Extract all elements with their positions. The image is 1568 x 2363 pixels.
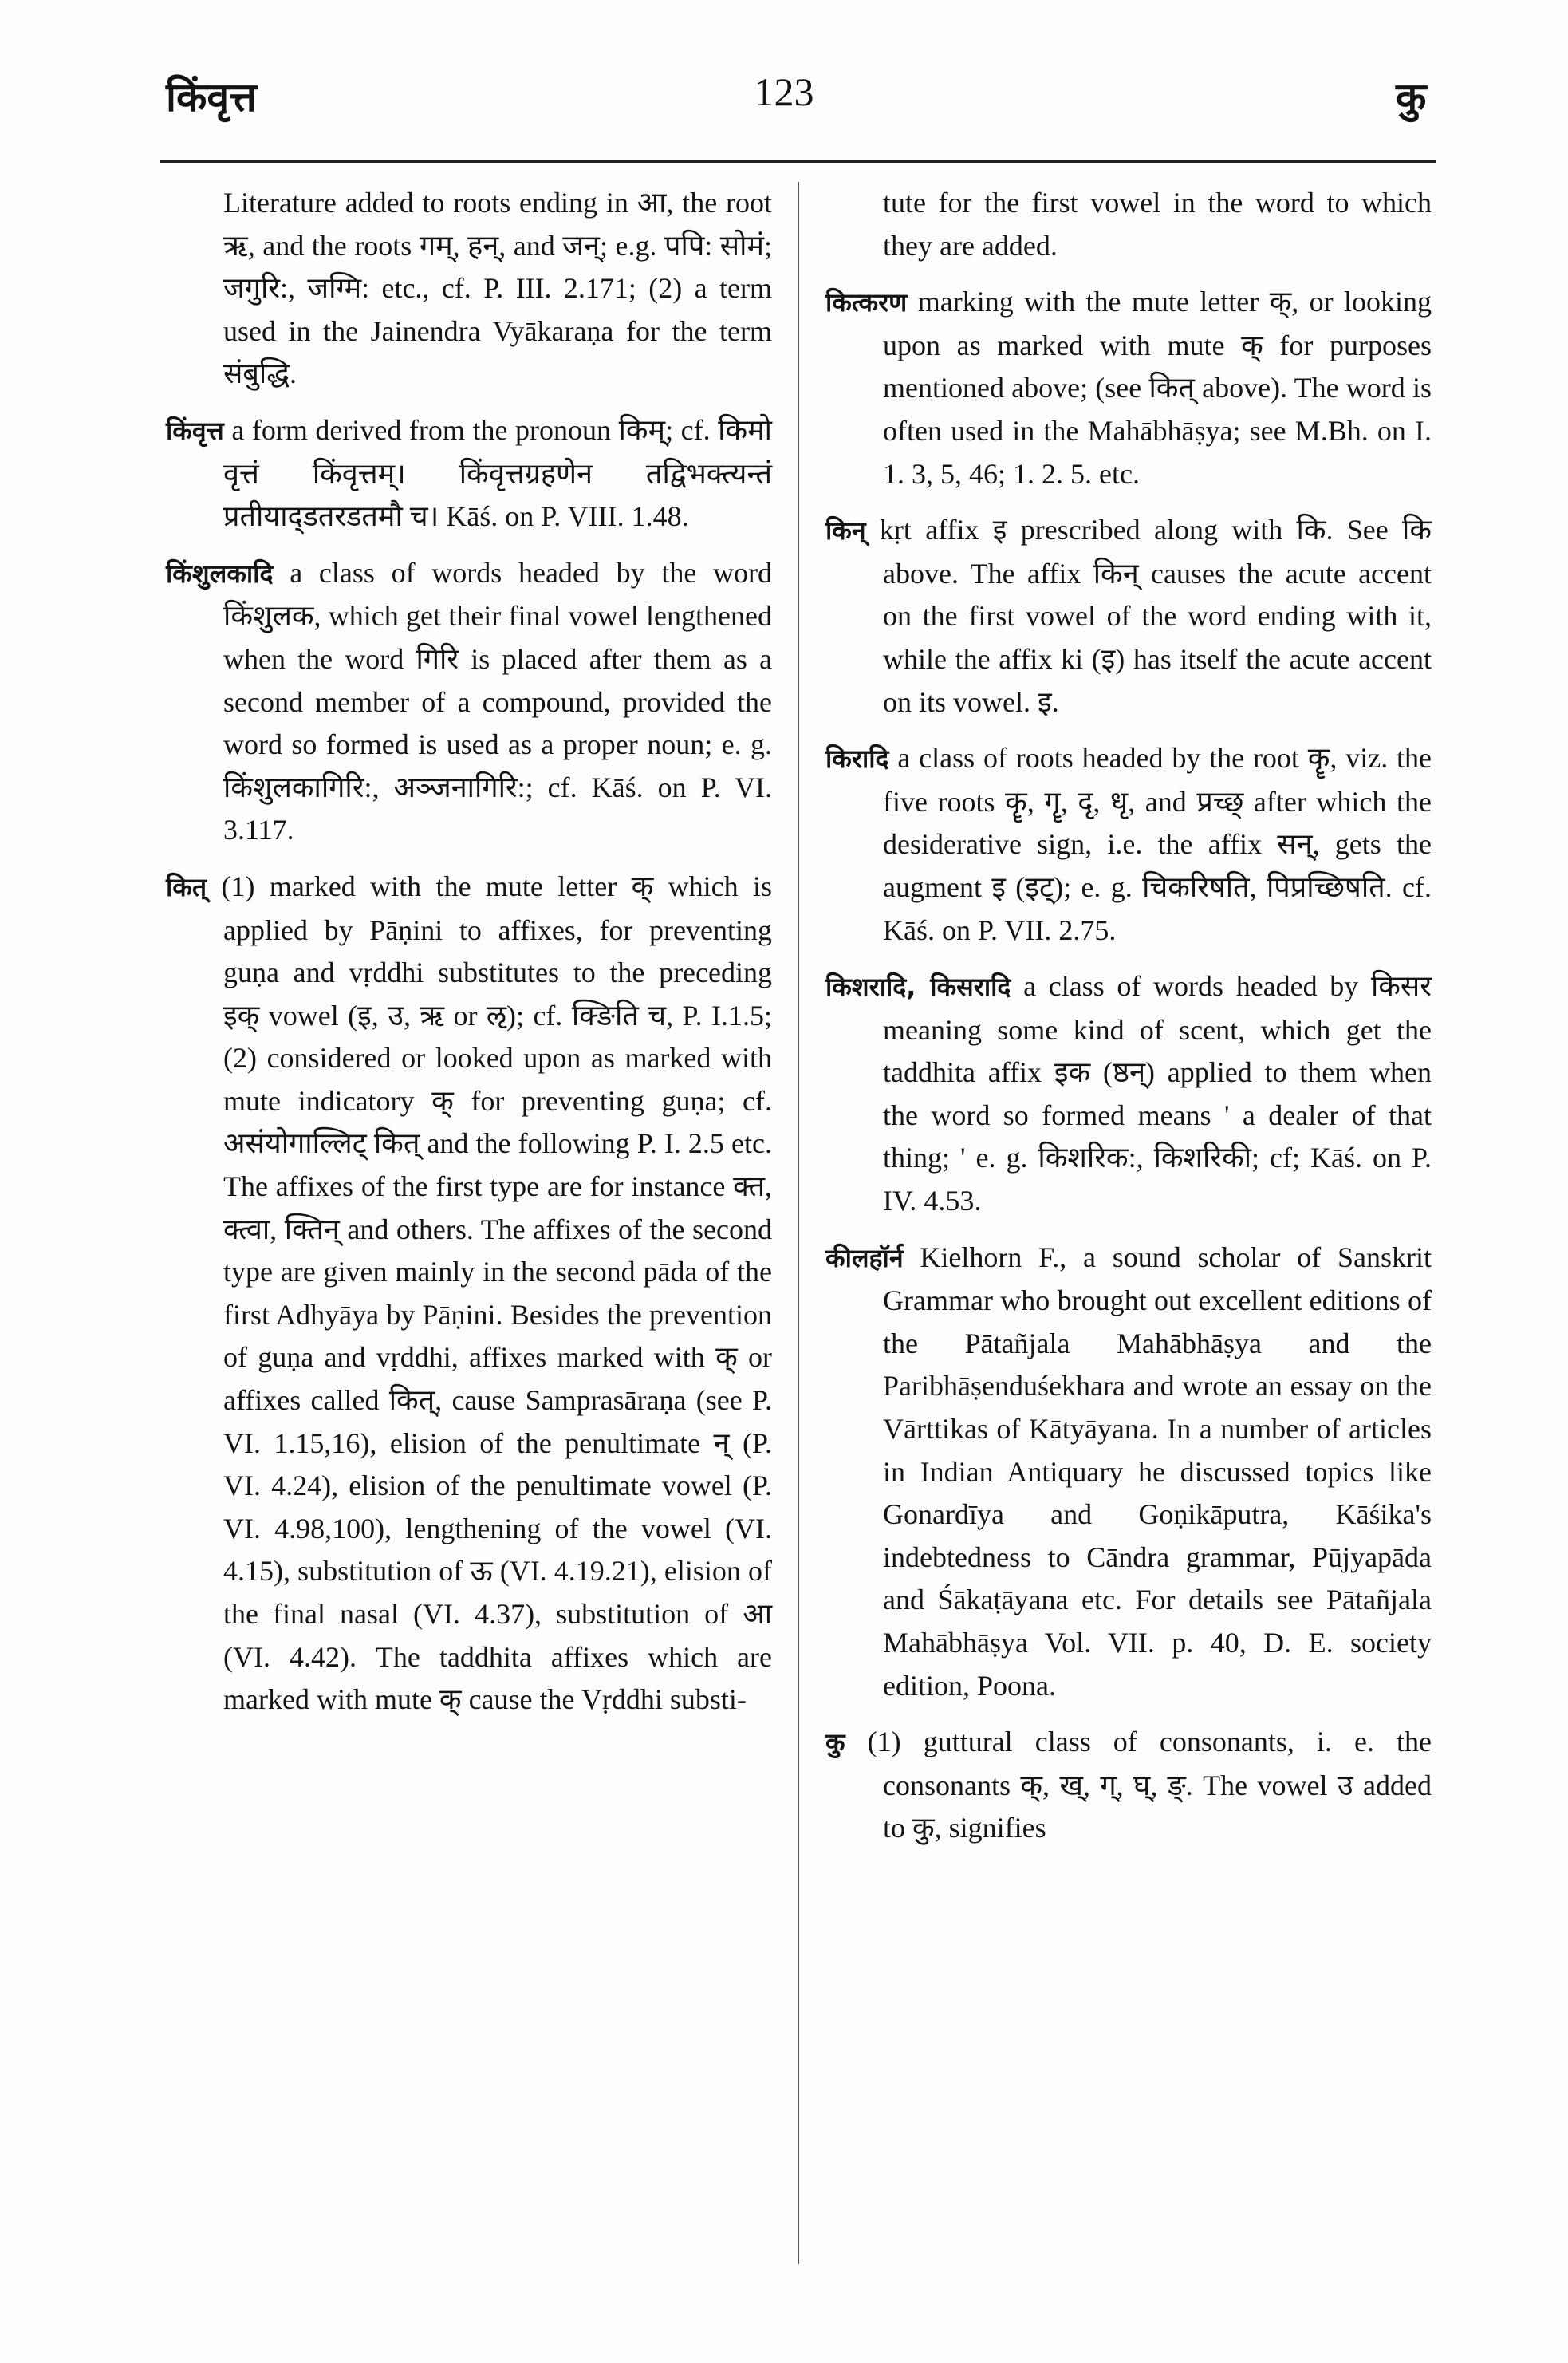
entry-headword: कु: [825, 1727, 845, 1758]
right-running-headword: कु: [1396, 73, 1427, 120]
entry-headword: किरादि: [825, 744, 889, 775]
right-column: [825, 182, 1432, 1864]
dictionary-entry: [825, 182, 1432, 267]
entry-text: kṛt affix इ prescribed along with कि. See कि above. The affix किन् causes the acute accent on the first vowel of the word ending with it, while the affix ki (इ) has itself the acute accent on its vowel. इ.: [879, 514, 1432, 718]
entry-text: a class of words headed by किसर meaning some kind of scent, which get the taddhita affix इक (ष्ठन्) applied to them when the word so formed means ' a dealer of that thing; ' e. g. किशरिक:, किशरिकी; cf; Kāś. on P. IV. 4.53.: [883, 970, 1432, 1217]
left-column: [166, 182, 772, 1735]
entry-headword: कीलहॉर्न: [825, 1242, 904, 1273]
entry-headword: किशरादि, किसरादि: [825, 972, 1011, 1003]
dictionary-entry: [825, 965, 1432, 1223]
dictionary-entry: [166, 409, 772, 538]
entry-text: (1) guttural class of consonants, i. e. the consonants क्, ख्, ग्, घ्, ङ्. The vowel उ added to कु, signifies: [867, 1726, 1432, 1844]
running-head: [0, 69, 1568, 140]
entry-headword: किन्: [825, 515, 866, 546]
dictionary-entry: [825, 509, 1432, 724]
dictionary-entry: [166, 552, 772, 852]
entry-headword: किंवृत्त: [166, 415, 224, 446]
entry-text: tute for the first vowel in the word to which they are added.: [883, 187, 1432, 262]
entry-text: a form derived from the pronoun किम्; cf. किमो वृत्तं किंवृत्तम्। किंवृत्तग्रहणेन तद्विभक्त्यन्तं प्रतीयाद्डतरडतमौ च। Kāś. on P. VIII. 1.48.: [223, 413, 772, 533]
entry-text: a class of words headed by the word किंशुलक, which get their final vowel lengthened when the word गिरि is placed after them as a second member of a compound, provided the word so formed is used as a proper noun; e. g. किंशुलकागिरि:, अञ्जनागिरि:; cf. Kāś. on P. VI. 3.117.: [223, 556, 773, 846]
entry-headword: कित्: [166, 871, 207, 902]
header-rule: [160, 160, 1436, 163]
entry-text: a class of roots headed by the root कॄ, viz. the five roots कॄ, गॄ, दृ, धृ, and प्रच्छ् after which the desiderative sign, i.e. the affix सन्, gets the augment इ (इट्); e. g. चिकरिषति, पिप्रच्छिषति. cf. Kāś. on P. VII. 2.75.: [883, 742, 1432, 946]
page-number: 123: [754, 69, 814, 114]
entry-text: marking with the mute letter क्, or looking upon as marked with mute क् for purposes mentioned above; (see कित् above). The word is often used in the Mahābhāṣya; see M.Bh. on I. 1. 3, 5, 46; 1. 2. 5. etc.: [883, 286, 1432, 490]
entry-text: (1) marked with the mute letter क् which is applied by Pāṇini to affixes, for preventing guṇa and vṛddhi substitutes to the preceding इक् vowel (इ, उ, ऋ or ऌ); cf. क्ङिति च, P. I.1.5; (2) considered or looked upon as marked with mute indicatory क् for preventing guṇa; cf. असंयोगाल्लिट् कित् and the following P. I. 2.5 etc. The affixes of the first type are for instance क्त, क्त्वा, क्तिन् and others. The affixes of the second type are given mainly in the second pāda of the first Adhyāya by Pāṇini. Besides the prevention of guṇa and vṛddhi, affixes marked with क् or affixes called कित्, cause Samprasāraṇa (see P. VI. 1.15,16), elision of the penultimate न् (P. VI. 4.24), elision of the penultimate vowel (P. VI. 4.98,100), lengthening of the vowel (VI. 4.15), substitution of ऊ (VI. 4.19.21), elision of the final nasal (VI. 4.37), substitution of आ (VI. 4.42). The taddhita affixes which are marked with mute क् cause the Vṛddhi substi-: [221, 870, 773, 1716]
dictionary-entry: [166, 182, 772, 396]
entry-headword: कित्करण: [825, 287, 908, 318]
dictionary-entry: [825, 737, 1432, 952]
entry-text: Literature added to roots ending in आ, the root ऋ, and the roots गम्, हन्, and जन्; e.g. पपि: सोमं; जगुरि:, जग्मि: etc., cf. P. III. 2.171; (2) a term used in the Jainendra Vyākaraṇa for the term संबुद्धि.: [223, 187, 772, 390]
dictionary-entry: [825, 1237, 1432, 1708]
dictionary-entry: [825, 1721, 1432, 1850]
entry-text: Kielhorn F., a sound scholar of Sanskrit Grammar who brought out excellent editions of the Pātañjala Mahābhāṣya and the Paribhāṣenduśekhara and wrote an essay on the Vārttikas of Kātyāyana. In a number of articles in Indian Antiquary he discussed topics like Gonardīya and Goṇikāputra, Kāśika's indebtedness to Cāndra grammar, Pūjyapāda and Śākaṭāyana etc. For details see Pātañjala Mahābhāṣya Vol. VII. p. 40, D. E. society edition, Poona.: [883, 1241, 1432, 1702]
column-divider: [798, 182, 799, 2264]
dictionary-entry: [825, 281, 1432, 495]
entry-headword: किंशुलकादि: [166, 558, 274, 589]
dictionary-entry: [166, 866, 772, 1722]
left-running-headword: किंवृत्त: [166, 73, 257, 120]
